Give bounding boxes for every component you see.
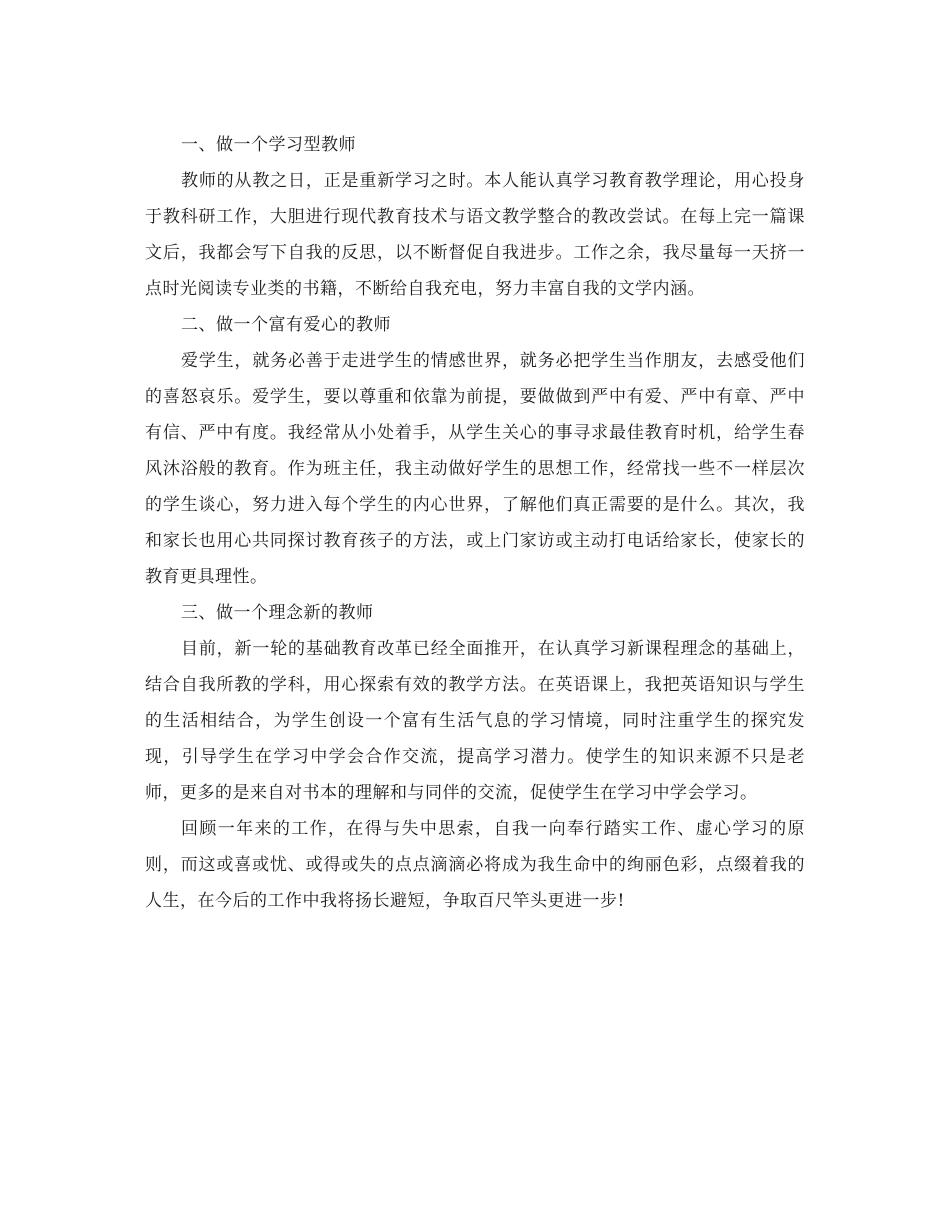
section-heading-3: 三、做一个理念新的教师	[181, 603, 374, 623]
section-heading-1: 一、做一个学习型教师	[181, 135, 356, 155]
closing-paragraph: 回顾一年来的工作，在得与失中思索，自我一向奉行踏实工作、虚心学习的原则，而这或喜或忧、或得或失的点点滴滴必将成为我生命中的绚丽色彩，点缀着我的人生，在今后的工作中我将扬长避短，争取百尺竿头更进一步!	[145, 819, 805, 911]
section-paragraph-2: 爱学生，就务必善于走进学生的情感世界，就务必把学生当作朋友，去感受他们的喜怒哀乐。爱学生，要以尊重和依靠为前提，要做做到严中有爱、严中有章、严中有信、严中有度。我经常从小处着手，从学生关心的事寻求最佳教育时机，给学生春风沐浴般的教育。作为班主任，我主动做好学生的思想工作，经常找一些不一样层次的学生谈心，努力进入每个学生的内心世界，了解他们真正需要的是什么。其次，我和家长也用心共同探讨教育孩子的方法，或上门家访或主动打电话给家长，使家长的教育更具理性。	[145, 351, 805, 587]
section-paragraph-1: 教师的从教之日，正是重新学习之时。本人能认真学习教育教学理论，用心投身于教科研工作，大胆进行现代教育技术与语文教学整合的教改尝试。在每上完一篇课文后，我都会写下自我的反思，以不断督促自我进步。工作之余，我尽量每一天挤一点时光阅读专业类的书籍，不断给自我充电，努力丰富自我的文学内涵。	[145, 171, 805, 299]
section-heading-2: 二、做一个富有爱心的教师	[181, 315, 391, 335]
section-paragraph-3: 目前，新一轮的基础教育改革已经全面推开，在认真学习新课程理念的基础上，结合自我所教的学科，用心探索有效的教学方法。在英语课上，我把英语知识与学生的生活相结合，为学生创设一个富有生活气息的学习情境，同时注重学生的探究发现，引导学生在学习中学会合作交流，提高学习潜力。使学生的知识来源不只是老师，更多的是来自对书本的理解和与同伴的交流，促使学生在学习中学会学习。	[145, 639, 805, 803]
document-body	[145, 127, 805, 919]
